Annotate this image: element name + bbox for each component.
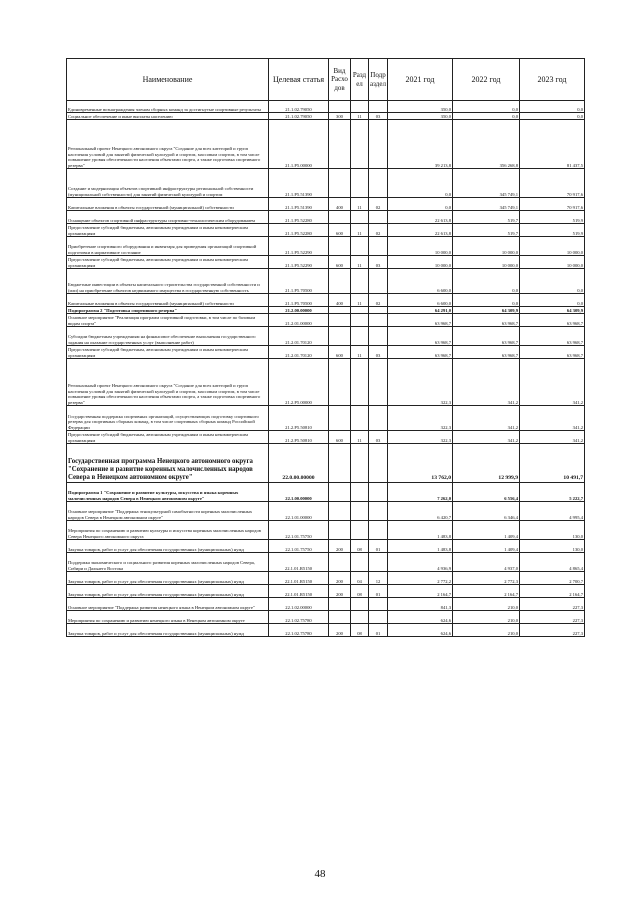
cell-razd <box>351 211 369 224</box>
cell-name: Оснащение объектов спортивной инфраструктуры спортивно-технологическим оборудованием <box>67 211 269 224</box>
cell-podr <box>369 444 388 483</box>
cell-razd <box>351 327 369 346</box>
cell-podr <box>369 237 388 256</box>
cell-2022: 63 968,7 <box>453 314 520 327</box>
cell-vid: 400 <box>329 198 351 211</box>
table-row <box>67 359 585 406</box>
cell-name: Поддержка экономического и социального развития коренных малочисленных народов Севера, Сибири и Дальнего Востока <box>67 553 269 572</box>
cell-2022: 63 968,7 <box>453 327 520 346</box>
cell-code: 22.1.02.75780 <box>269 611 329 624</box>
cell-podr <box>369 314 388 327</box>
cell-code: 21.2.01.00000 <box>269 314 329 327</box>
cell-podr: 01 <box>369 624 388 637</box>
cell-2022: 0,0 <box>453 294 520 307</box>
header-2022: 2022 год <box>453 59 520 101</box>
table-row <box>67 624 585 637</box>
cell-code: 21.2.00.00000 <box>269 307 329 314</box>
table-row <box>67 113 585 120</box>
cell-2021: 322,3 <box>388 431 453 444</box>
header-name: Наименование <box>67 59 269 101</box>
cell-code: 22.1.01.00000 <box>269 502 329 521</box>
cell-code: 21.1.P5.52290 <box>269 256 329 269</box>
cell-2022: 0,0 <box>453 101 520 113</box>
cell-2021: 0,0 <box>388 198 453 211</box>
table-row <box>67 598 585 611</box>
cell-2021: 7 262,0 <box>388 483 453 502</box>
cell-vid <box>329 359 351 406</box>
cell-name: Основное мероприятие "Реализация программ спортивной подготовки, в том числе по базовым видам спорта" <box>67 314 269 327</box>
cell-code: 22.1.02.00000 <box>269 598 329 611</box>
cell-2021: 39 213,8 <box>388 120 453 169</box>
cell-2023: 519,9 <box>520 224 585 237</box>
cell-name: Закупка товаров, работ и услуг для обеспечения государственных (муниципальных) нужд <box>67 585 269 598</box>
cell-vid <box>329 611 351 624</box>
cell-2023: 341,2 <box>520 431 585 444</box>
cell-vid <box>329 553 351 572</box>
cell-podr <box>369 521 388 540</box>
cell-2022: 4 937,0 <box>453 553 520 572</box>
cell-2021: 63 968,7 <box>388 346 453 359</box>
cell-podr: 12 <box>369 572 388 585</box>
cell-podr <box>369 598 388 611</box>
cell-podr: 03 <box>369 431 388 444</box>
table-row <box>67 269 585 294</box>
table-row <box>67 444 585 483</box>
cell-razd <box>351 553 369 572</box>
cell-2021: 350,0 <box>388 113 453 120</box>
cell-razd: 11 <box>351 113 369 120</box>
cell-2023: 4 995,4 <box>520 502 585 521</box>
cell-2022: 356 268,8 <box>453 120 520 169</box>
cell-razd: 11 <box>351 431 369 444</box>
cell-2021: 841,3 <box>388 598 453 611</box>
cell-2021: 2 164,7 <box>388 585 453 598</box>
cell-2021: 64 291,0 <box>388 307 453 314</box>
cell-code: 22.1.02.75780 <box>269 624 329 637</box>
header-podr: Подр аздел <box>369 59 388 101</box>
cell-vid <box>329 211 351 224</box>
cell-2023: 2 164,7 <box>520 585 585 598</box>
cell-podr <box>369 327 388 346</box>
cell-name: Подпрограмма 1 "Сохранение и развитие культуры, искусства и языка коренных малочисленных народов Севера в Ненецком автономном округе" <box>67 483 269 502</box>
cell-2021: 0,0 <box>388 169 453 198</box>
cell-razd <box>351 237 369 256</box>
cell-vid <box>329 483 351 502</box>
cell-2022: 10 000,0 <box>453 237 520 256</box>
cell-vid <box>329 406 351 431</box>
budget-table <box>66 58 585 637</box>
cell-2021: 6 420,7 <box>388 502 453 521</box>
cell-code: 21.1.P5.70500 <box>269 294 329 307</box>
cell-vid <box>329 502 351 521</box>
cell-2022: 341,2 <box>453 431 520 444</box>
cell-code: 21.1.P5.52290 <box>269 237 329 256</box>
cell-vid: 200 <box>329 585 351 598</box>
table-row <box>67 540 585 553</box>
cell-name: Создание и модернизация объектов спортивной инфраструктуры региональной собственности (муниципальной собственности) для занятий физической культурой и спортом <box>67 169 269 198</box>
table-header-row <box>67 59 585 101</box>
cell-2023: 341,2 <box>520 406 585 431</box>
cell-name: Предоставление субсидий бюджетным, автономным учреждениям и иным некоммерческим организациям <box>67 346 269 359</box>
cell-podr: 01 <box>369 585 388 598</box>
cell-razd <box>351 101 369 113</box>
cell-name: Субсидии бюджетным учреждениям на финансовое обеспечение выполнения государственного задания на оказание государственных услуг (выполнение работ) <box>67 327 269 346</box>
cell-name: Предоставление субсидий бюджетным, автономным учреждениям и иным некоммерческим организациям <box>67 431 269 444</box>
cell-razd: 11 <box>351 198 369 211</box>
cell-vid <box>329 169 351 198</box>
cell-razd <box>351 314 369 327</box>
cell-podr <box>369 359 388 406</box>
cell-podr: 03 <box>369 346 388 359</box>
cell-razd <box>351 169 369 198</box>
cell-vid: 600 <box>329 346 351 359</box>
cell-2021: 624,6 <box>388 611 453 624</box>
cell-2022: 1 409,4 <box>453 540 520 553</box>
page-number: 48 <box>314 868 326 880</box>
header-razd: Разд ел <box>351 59 369 101</box>
table-row <box>67 169 585 198</box>
cell-name: Социальное обеспечение и иные выплаты населению <box>67 113 269 120</box>
cell-podr <box>369 502 388 521</box>
cell-2023: 130,0 <box>520 540 585 553</box>
cell-2023: 341,2 <box>520 359 585 406</box>
cell-code: 21.2.P5.50810 <box>269 406 329 431</box>
table-body <box>67 101 585 637</box>
cell-name: Приобретение спортивного оборудования и инвентаря для приведения организаций спортивной подготовки в нормативное состояние <box>67 237 269 256</box>
cell-2022: 1 409,4 <box>453 521 520 540</box>
cell-razd: 08 <box>351 624 369 637</box>
cell-podr: 03 <box>369 256 388 269</box>
cell-podr <box>369 169 388 198</box>
cell-2023: 227,3 <box>520 598 585 611</box>
cell-razd: 11 <box>351 256 369 269</box>
header-vid: Вид Расхо дов <box>329 59 351 101</box>
cell-2022: 0,0 <box>453 269 520 294</box>
cell-razd: 11 <box>351 346 369 359</box>
cell-podr: 02 <box>369 224 388 237</box>
cell-vid: 600 <box>329 224 351 237</box>
cell-podr <box>369 307 388 314</box>
cell-2022: 519,7 <box>453 224 520 237</box>
cell-2021: 63 968,7 <box>388 314 453 327</box>
cell-2023: 130,0 <box>520 521 585 540</box>
cell-code: 21.2.P5.50810 <box>269 431 329 444</box>
cell-2021: 1 483,8 <box>388 540 453 553</box>
cell-name: Мероприятия по сохранению и развитию культуры и искусства коренных малочисленных народов Севера Ненецкого автономного округа <box>67 521 269 540</box>
cell-name: Закупка товаров, работ и услуг для обеспечения государственных (муниципальных) нужд <box>67 624 269 637</box>
cell-vid <box>329 327 351 346</box>
cell-code: 21.2.01.70120 <box>269 327 329 346</box>
cell-2023: 227,3 <box>520 611 585 624</box>
cell-code: 21.1.02.79050 <box>269 113 329 120</box>
cell-razd <box>351 269 369 294</box>
cell-code: 22.1.01.R5150 <box>269 553 329 572</box>
cell-name: Региональный проект Ненецкого автономного округа "Создание для всех категорий и групп населения условий для занятий физической культурой и спортом, массовым спортом, в том числе повышение уровня обеспеченности населения объектами спорта, а также подготовка спортивного резерва" <box>67 120 269 169</box>
cell-2022: 341,2 <box>453 359 520 406</box>
cell-podr <box>369 101 388 113</box>
cell-2021: 350,0 <box>388 101 453 113</box>
cell-razd: 11 <box>351 224 369 237</box>
table-row <box>67 294 585 307</box>
cell-2023: 227,3 <box>520 624 585 637</box>
cell-vid <box>329 314 351 327</box>
cell-name: Предоставление субсидий бюджетным, автономным учреждениям и иным некоммерческим организациям <box>67 224 269 237</box>
cell-name: Основное мероприятие "Поддержка развития ненецкого языка в Ненецком автономном округе" <box>67 598 269 611</box>
table-row <box>67 211 585 224</box>
cell-code: 22.1.01.R5150 <box>269 585 329 598</box>
cell-2022: 6 556,4 <box>453 483 520 502</box>
cell-2023: 64 309,9 <box>520 307 585 314</box>
header-2023: 2023 год <box>520 59 585 101</box>
table-row <box>67 198 585 211</box>
cell-razd <box>351 502 369 521</box>
table-row <box>67 237 585 256</box>
cell-code: 22.1.00.00000 <box>269 483 329 502</box>
table-row <box>67 314 585 327</box>
cell-code: 21.1.P5.70500 <box>269 269 329 294</box>
cell-2022: 210,0 <box>453 624 520 637</box>
table-row <box>67 101 585 113</box>
cell-vid: 200 <box>329 624 351 637</box>
table-row <box>67 431 585 444</box>
header-2021: 2021 год <box>388 59 453 101</box>
cell-razd: 08 <box>351 540 369 553</box>
cell-podr: 02 <box>369 198 388 211</box>
cell-vid: 600 <box>329 431 351 444</box>
cell-podr <box>369 483 388 502</box>
table-row <box>67 327 585 346</box>
cell-razd <box>351 483 369 502</box>
cell-vid <box>329 120 351 169</box>
cell-2023: 0,0 <box>520 294 585 307</box>
cell-2021: 6 600,0 <box>388 294 453 307</box>
cell-code: 21.1.02.79050 <box>269 101 329 113</box>
cell-name: Закупка товаров, работ и услуг для обеспечения государственных (муниципальных) нужд <box>67 540 269 553</box>
cell-2023: 70 917,6 <box>520 198 585 211</box>
cell-code: 21.2.P5.00000 <box>269 359 329 406</box>
cell-podr <box>369 611 388 624</box>
table-row <box>67 553 585 572</box>
cell-code: 22.1.01.R5150 <box>269 572 329 585</box>
cell-2021: 2 772,2 <box>388 572 453 585</box>
cell-razd <box>351 120 369 169</box>
cell-vid <box>329 444 351 483</box>
cell-name: Региональный проект Ненецкого автономного округа "Создание для всех категорий и групп населения условий для занятий физической культурой и спортом, массовым спортом, в том числе повышение уровня обеспеченности населения объектами спорта, а также подготовка спортивного резерва" <box>67 359 269 406</box>
cell-2021: 10 000,0 <box>388 256 453 269</box>
header-code: Целевая статья <box>269 59 329 101</box>
cell-2021: 624,6 <box>388 624 453 637</box>
cell-name: Основное мероприятие "Поддержка этнокультурной самобытности коренных малочисленных народов Севера в Ненецком автономном округе" <box>67 502 269 521</box>
table-row <box>67 120 585 169</box>
cell-name: Капитальные вложения в объекты государственной (муниципальной) собственности <box>67 198 269 211</box>
cell-vid <box>329 269 351 294</box>
cell-razd <box>351 307 369 314</box>
cell-2023: 63 968,7 <box>520 346 585 359</box>
budget-table-container <box>66 58 584 637</box>
cell-vid <box>329 307 351 314</box>
cell-2022: 64 309,9 <box>453 307 520 314</box>
cell-2023: 63 968,7 <box>520 314 585 327</box>
cell-2023: 0,0 <box>520 269 585 294</box>
table-row <box>67 406 585 431</box>
cell-2021: 6 600,0 <box>388 269 453 294</box>
cell-code: 22.0.00.00000 <box>269 444 329 483</box>
cell-2022: 345 749,1 <box>453 169 520 198</box>
cell-razd: 04 <box>351 572 369 585</box>
cell-vid: 400 <box>329 294 351 307</box>
cell-vid <box>329 237 351 256</box>
cell-code: 22.1.01.75750 <box>269 540 329 553</box>
cell-code: 22.1.01.75750 <box>269 521 329 540</box>
cell-2023: 0,0 <box>520 113 585 120</box>
cell-vid: 200 <box>329 540 351 553</box>
cell-2023: 63 968,7 <box>520 327 585 346</box>
cell-vid <box>329 598 351 611</box>
cell-2021: 63 968,7 <box>388 327 453 346</box>
table-row <box>67 521 585 540</box>
cell-razd <box>351 611 369 624</box>
cell-2022: 0,0 <box>453 113 520 120</box>
cell-2022: 210,0 <box>453 611 520 624</box>
table-row <box>67 611 585 624</box>
cell-vid <box>329 521 351 540</box>
cell-code: 21.1.P5.51390 <box>269 169 329 198</box>
cell-2022: 12 999,9 <box>453 444 520 483</box>
cell-razd <box>351 521 369 540</box>
cell-name: Предоставление субсидий бюджетным, автономным учреждениям и иным некоммерческим организациям <box>67 256 269 269</box>
table-row <box>67 483 585 502</box>
table-row <box>67 224 585 237</box>
cell-2023: 70 917,6 <box>520 169 585 198</box>
cell-2021: 322,3 <box>388 406 453 431</box>
cell-2023: 81 437,5 <box>520 120 585 169</box>
cell-vid <box>329 101 351 113</box>
cell-podr: 03 <box>369 113 388 120</box>
cell-podr <box>369 211 388 224</box>
cell-2023: 0,0 <box>520 101 585 113</box>
cell-2021: 1 483,8 <box>388 521 453 540</box>
table-row <box>67 346 585 359</box>
cell-2022: 519,7 <box>453 211 520 224</box>
cell-2021: 13 762,0 <box>388 444 453 483</box>
cell-code: 21.1.P5.52280 <box>269 211 329 224</box>
cell-2023: 519,9 <box>520 211 585 224</box>
cell-podr: 01 <box>369 540 388 553</box>
cell-podr <box>369 406 388 431</box>
cell-name: Государственная программа Ненецкого автономного округа "Сохранение и развитие коренных малочисленных народов Севера в Ненецком автономном округе" <box>67 444 269 483</box>
cell-podr <box>369 553 388 572</box>
cell-2021: 22 613,8 <box>388 211 453 224</box>
cell-2021: 322,3 <box>388 359 453 406</box>
cell-razd <box>351 406 369 431</box>
cell-name: Мероприятия по сохранению и развитию ненецкого языка в Ненецком автономном округе <box>67 611 269 624</box>
table-row <box>67 585 585 598</box>
cell-2022: 210,0 <box>453 598 520 611</box>
cell-name: Бюджетные инвестиции в объекты капитального строительства государственной собственности и (или) на приобретение объектов недвижимого имущества в государственную собственность <box>67 269 269 294</box>
table-row <box>67 572 585 585</box>
cell-2023: 2 700,7 <box>520 572 585 585</box>
cell-name: Подпрограмма 2 "Подготовка спортивного резерва" <box>67 307 269 314</box>
cell-2022: 63 968,7 <box>453 346 520 359</box>
cell-2022: 10 000,0 <box>453 256 520 269</box>
cell-vid: 600 <box>329 256 351 269</box>
cell-podr: 02 <box>369 294 388 307</box>
cell-2021: 4 936,9 <box>388 553 453 572</box>
cell-razd <box>351 598 369 611</box>
table-row <box>67 256 585 269</box>
cell-2023: 10 491,7 <box>520 444 585 483</box>
cell-2022: 2 164,7 <box>453 585 520 598</box>
cell-2021: 10 000,0 <box>388 237 453 256</box>
table-row <box>67 502 585 521</box>
cell-name: Единовременные вознаграждения членам сборных команд за достигнутые спортивные результаты <box>67 101 269 113</box>
cell-code: 21.2.01.70120 <box>269 346 329 359</box>
cell-razd: 08 <box>351 585 369 598</box>
table-row <box>67 307 585 314</box>
cell-vid: 300 <box>329 113 351 120</box>
cell-2023: 4 865,4 <box>520 553 585 572</box>
cell-razd: 11 <box>351 294 369 307</box>
cell-name: Капитальные вложения в объекты государственной (муниципальной) собственности <box>67 294 269 307</box>
cell-code: 21.1.P5.51390 <box>269 198 329 211</box>
cell-razd <box>351 444 369 483</box>
cell-razd <box>351 359 369 406</box>
cell-podr <box>369 269 388 294</box>
cell-name: Государственная поддержка спортивных организаций, осуществляющих подготовку спортивного резерва для спортивных сборных команд, в том числе спортивных сборных команд Российской Федерации <box>67 406 269 431</box>
cell-2021: 22 613,8 <box>388 224 453 237</box>
cell-code: 21.1.P5.52280 <box>269 224 329 237</box>
cell-2023: 10 000,0 <box>520 237 585 256</box>
cell-name: Закупка товаров, работ и услуг для обеспечения государственных (муниципальных) нужд <box>67 572 269 585</box>
cell-2022: 6 346,4 <box>453 502 520 521</box>
cell-2022: 2 772,3 <box>453 572 520 585</box>
cell-2023: 5 222,7 <box>520 483 585 502</box>
cell-code: 21.1.P5.00000 <box>269 120 329 169</box>
cell-podr <box>369 120 388 169</box>
cell-2023: 10 000,0 <box>520 256 585 269</box>
cell-2022: 345 749,1 <box>453 198 520 211</box>
cell-vid: 200 <box>329 572 351 585</box>
cell-2022: 341,2 <box>453 406 520 431</box>
